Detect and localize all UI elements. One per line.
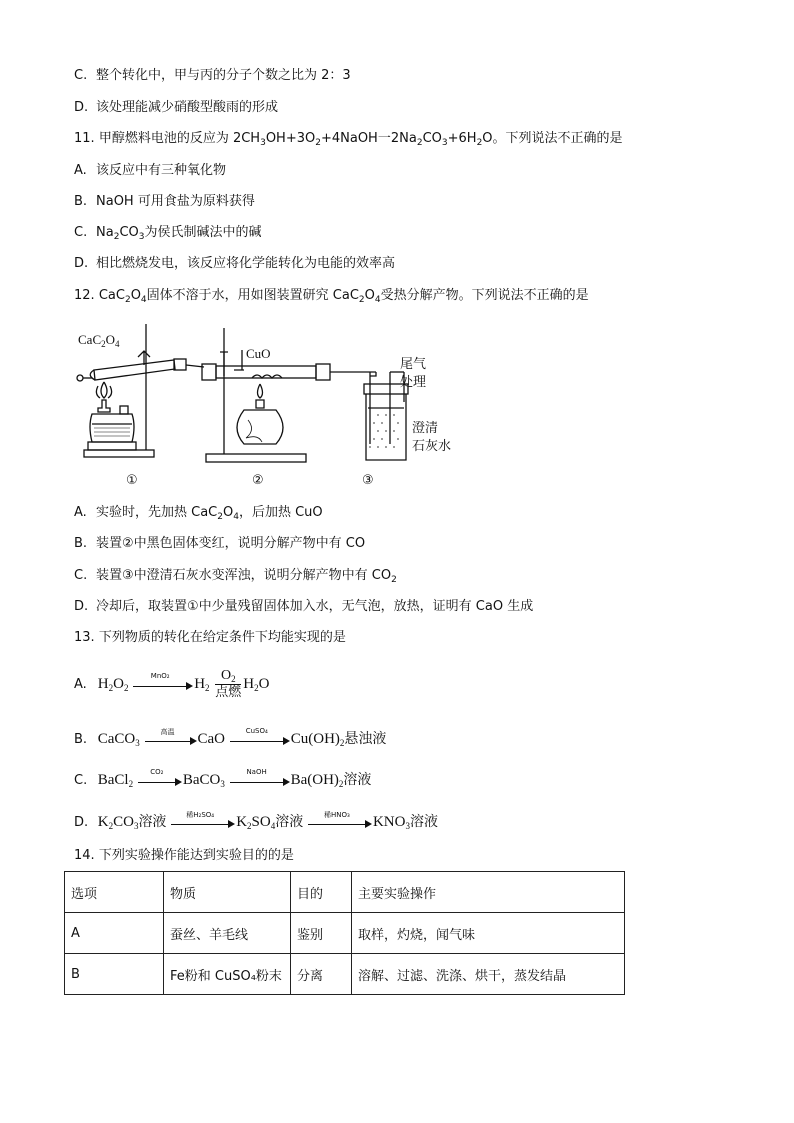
q11-option-d: D. 相比燃烧发电，该反应将化学能转化为电能的效率高 [74,256,396,271]
q12-apparatus-figure [74,322,454,492]
arrow-co2: CO₂ [138,774,182,788]
header-operation: 主要实验操作 [352,872,625,913]
arrow-dilute-h2so4: 稀H₂SO₄ [171,816,235,830]
arrow-cuso4: CuSO₄ [230,733,290,747]
condition-fraction: $\frac{O_2}{\text{点燃}}$ [215,668,242,700]
arrow-high-temp: 高温 [145,733,197,747]
label-lime-water-2: 石灰水 [412,439,452,454]
q12-stem: 12. $CaC_2O_4$固体不溶于水，用如图装置研究 $CaC_2O_4$受热分解产物。下列说法不正确的是 [74,288,589,305]
arrow-mno2: MnO₂ [133,678,193,692]
q14-stem: 14. 下列实验操作能达到实验目的的是 [74,848,294,863]
q12-option-c: C. 装置③中澄清石灰水变浑浊，说明分解产物中有 $CO_2$ [74,568,397,585]
q11-option-c: C. $Na_2CO_3$为侯氏制碱法中的碱 [74,225,262,242]
q12-option-d: D. 冷却后，取装置①中少量残留固体加入水，无气泡，放热，证明有 CaO 生成 [74,599,534,614]
label-cuo: CuO [246,346,271,361]
label-tail-gas-2: 处理 [400,375,427,390]
table-row [65,913,625,954]
glass-tube-2 [216,366,316,378]
header-substance: 物质 [164,872,291,913]
q12-option-b: B. 装置②中黑色固体变红，说明分解产物中有 CO [74,536,366,551]
q10-option-d: D. 该处理能减少硝酸型酸雨的形成 [74,100,279,115]
q11-stem: 11. 甲醇燃料电池的反应为 $2CH_3OH+3O_2+4NaOH$一$2Na_2CO_3+6H_2O$。下列说法不正确的是 [74,131,623,148]
stand-base-1 [84,450,154,457]
q13-stem: 13. 下列物质的转化在给定条件下均能实现的是 [74,630,346,645]
cell-substance: Fe粉和 CuSO₄粉末 [164,954,291,995]
stand-base-2 [206,454,306,462]
device-mark-3: ③ [362,473,374,488]
q10-option-c: C. 整个转化中，甲与丙的分子个数之比为 2：3 [74,68,351,83]
cell-purpose: 鉴别 [291,913,352,954]
stopper-2a [202,364,216,380]
arrow-naoh: NaOH [230,774,290,788]
q11-option-a: A. 该反应中有三种氧化物 [74,163,227,178]
device-mark-1: ① [126,473,138,488]
table-row [65,954,625,995]
flame-2 [258,384,263,398]
q13-option-b: B. CaCO$_3$ 高温 CaO CuSO₄ $Cu(OH)_2$悬浊液 [74,726,387,748]
lime-water [370,414,398,448]
cell-operation: 溶解、过滤、洗涤、烘干，蒸发结晶 [352,954,625,995]
cell-option: A [65,913,164,954]
q12-option-a: A. 实验时，先加热 $CaC_2O_4$，后加热 CuO [74,505,323,522]
q13-option-d: D. $K_2CO_3$溶液 稀H₂SO₄ $K_2SO_4$溶液 稀HNO₃ $KNO_3$溶液 [74,810,438,831]
test-tube-1 [94,360,175,380]
stopper-1 [174,359,186,370]
cell-operation: 取样，灼烧，闻气味 [352,913,625,954]
label-tail-gas-1: 尾气 [400,357,427,372]
q14-table [64,871,625,995]
header-option: 选项 [65,872,164,913]
cell-option: B [65,954,164,995]
q13-option-c: C. BaCl$_2$ CO₂ BaCO$_3$ NaOH $Ba(OH)_2$溶液 [74,767,372,789]
bottle-3 [366,394,406,460]
stopper-2b [316,364,330,380]
q11-option-b: B. NaOH 可用食盐为原料获得 [74,194,255,209]
q13-option-a: A. $H_2O_2$ MnO₂ $H_2$ $\frac{O_2}{\text{点燃}}$ $H_2O$ [74,668,270,700]
label-lime-water-1: 澄清 [412,421,439,436]
header-purpose: 目的 [291,872,352,913]
table-header-row [65,872,625,913]
arrow-dilute-hno3: 稀HNO₃ [308,816,372,830]
cell-purpose: 分离 [291,954,352,995]
flame-1 [96,382,111,398]
connecting-tube-1 [186,365,204,367]
device-mark-2: ② [252,473,264,488]
cell-substance: 蚕丝、羊毛线 [164,913,291,954]
label-cac2o4: $CaC_2O_4$ [78,332,120,349]
